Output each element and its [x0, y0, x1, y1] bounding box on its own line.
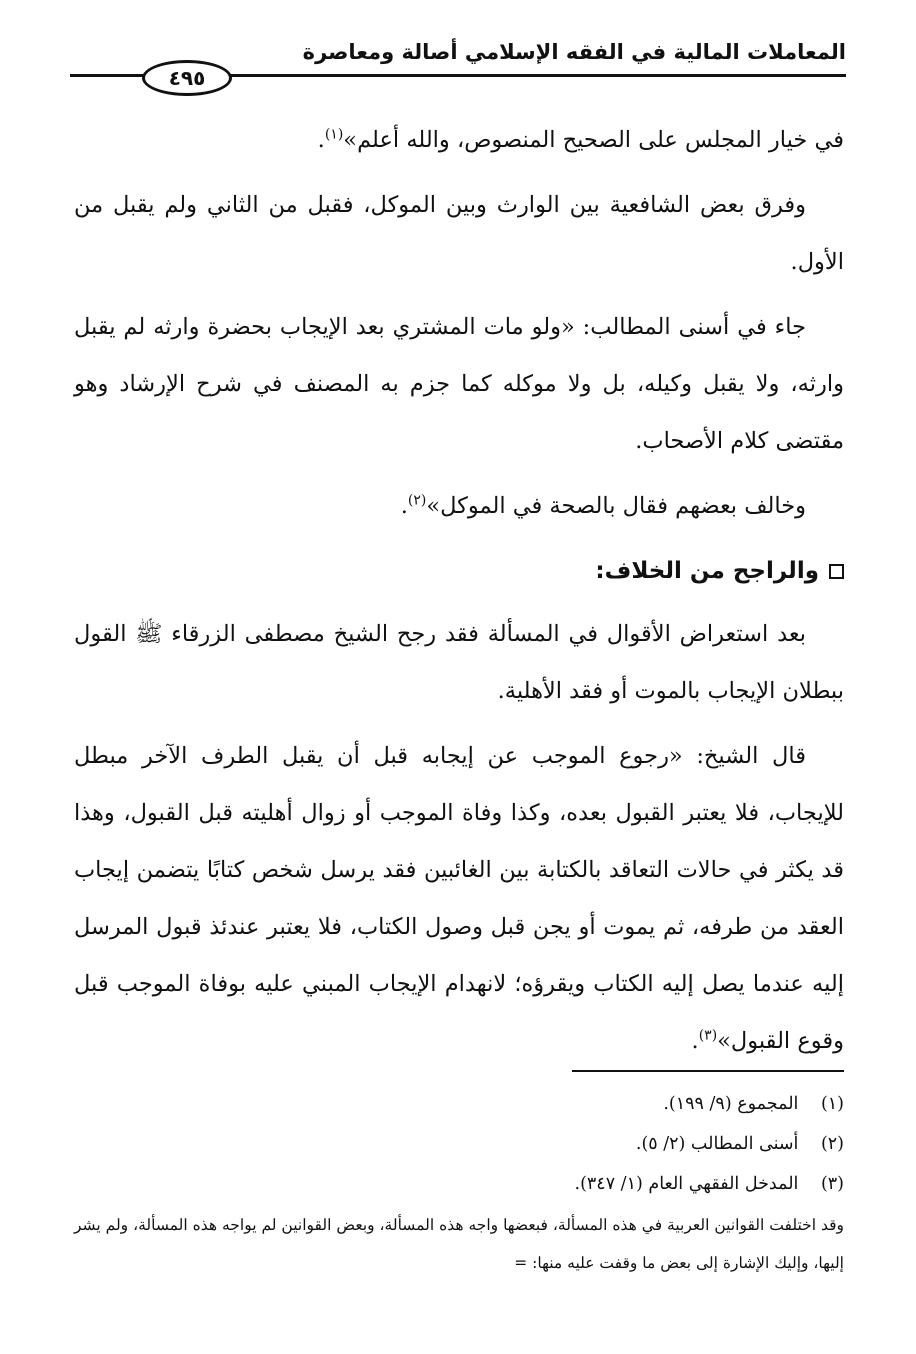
footnote-number: (٢) [820, 1134, 844, 1154]
footnote-number: (١) [820, 1094, 844, 1114]
footnote-note: وقد اختلفت القوانين العربية في هذه المسألة، فبعضها واجه هذه المسألة، وبعض القوانين لم يواجه هذه المسألة، ولم يشر إليها، وإليك الإشارة إلى بعض ما وقفت عليه منها: = [74, 1216, 844, 1272]
footnote-text: المدخل الفقهي العام (١/ ٣٤٧). [574, 1174, 799, 1194]
paragraph-6 [74, 728, 844, 1070]
footnote-2 [74, 1124, 844, 1164]
running-title: المعاملات المالية في الفقه الإسلامي أصالة ومعاصرة [302, 40, 846, 64]
footnote-ref-3: (٣) [698, 1027, 718, 1044]
footnote-text: أسنى المطالب (٢/ ٥). [635, 1134, 799, 1154]
footnote-separator [572, 1070, 844, 1072]
paragraph-1 [74, 112, 844, 169]
footnote-ref-1: (١) [324, 126, 344, 143]
page-number: ٤٩٥ [142, 60, 232, 96]
page-header [70, 34, 846, 94]
footnotes [74, 1084, 844, 1282]
section-heading-text: والراجح من الخلاف: [595, 558, 819, 584]
footnote-1 [74, 1084, 844, 1124]
section-heading [74, 543, 844, 600]
paragraph-3: جاء في أسنى المطالب: «ولو مات المشتري بعد الإيجاب بحضرة وارثه لم يقبل وارثه، ولا يقبل وكيله، بل ولا موكله كما جزم به المصنف في شرح الإرشاد وهو مقتضى كلام الأصحاب. [74, 314, 844, 454]
footnote-ref-2: (٢) [407, 492, 427, 509]
paragraph-4-end: . [400, 493, 408, 519]
paragraph-6-end: . [691, 1028, 699, 1054]
footnote-number: (٣) [820, 1174, 844, 1194]
paragraph-4-text: وخالف بعضهم فقال بالصحة في الموكل» [426, 493, 806, 519]
paragraph-2: وفرق بعض الشافعية بين الوارث وبين الموكل، فقبل من الثاني ولم يقبل من الأول. [74, 192, 844, 275]
footnote-text: المجموع (٩/ ١٩٩). [663, 1094, 799, 1114]
footnote-3 [74, 1164, 844, 1204]
paragraph-1-text: في خيار المجلس على الصحيح المنصوص، والله أعلم» [343, 127, 844, 153]
square-bullet-icon [829, 564, 844, 579]
paragraph-5: بعد استعراض الأقوال في المسألة فقد رجح الشيخ مصطفى الزرقاء ﷺ القول ببطلان الإيجاب بالموت أو فقد الأهلية. [74, 621, 844, 704]
paragraph-4 [74, 478, 844, 535]
main-text [74, 112, 844, 1078]
paragraph-6-text: قال الشيخ: «رجوع الموجب عن إيجابه قبل أن يقبل الطرف الآخر مبطل للإيجاب، فلا يعتبر القبول بعده، وكذا وفاة الموجب أو زوال أهليته قبل القبول، وهذا قد يكثر في حالات التعاقد بالكتابة بين الغائبين فقد يرسل شخص كتابًا يتضمن إيجاب العقد من طرفه، ثم يموت أو يجن قبل وصول الكتاب، فلا يعتبر عندئذ قبول المرسل إليه عندما يصل إليه الكتاب ويقرؤه؛ لانهدام الإيجاب المبني عليه بوفاة الموجب قبل وقوع القبول» [74, 743, 844, 1054]
paragraph-1-end: . [317, 127, 325, 153]
